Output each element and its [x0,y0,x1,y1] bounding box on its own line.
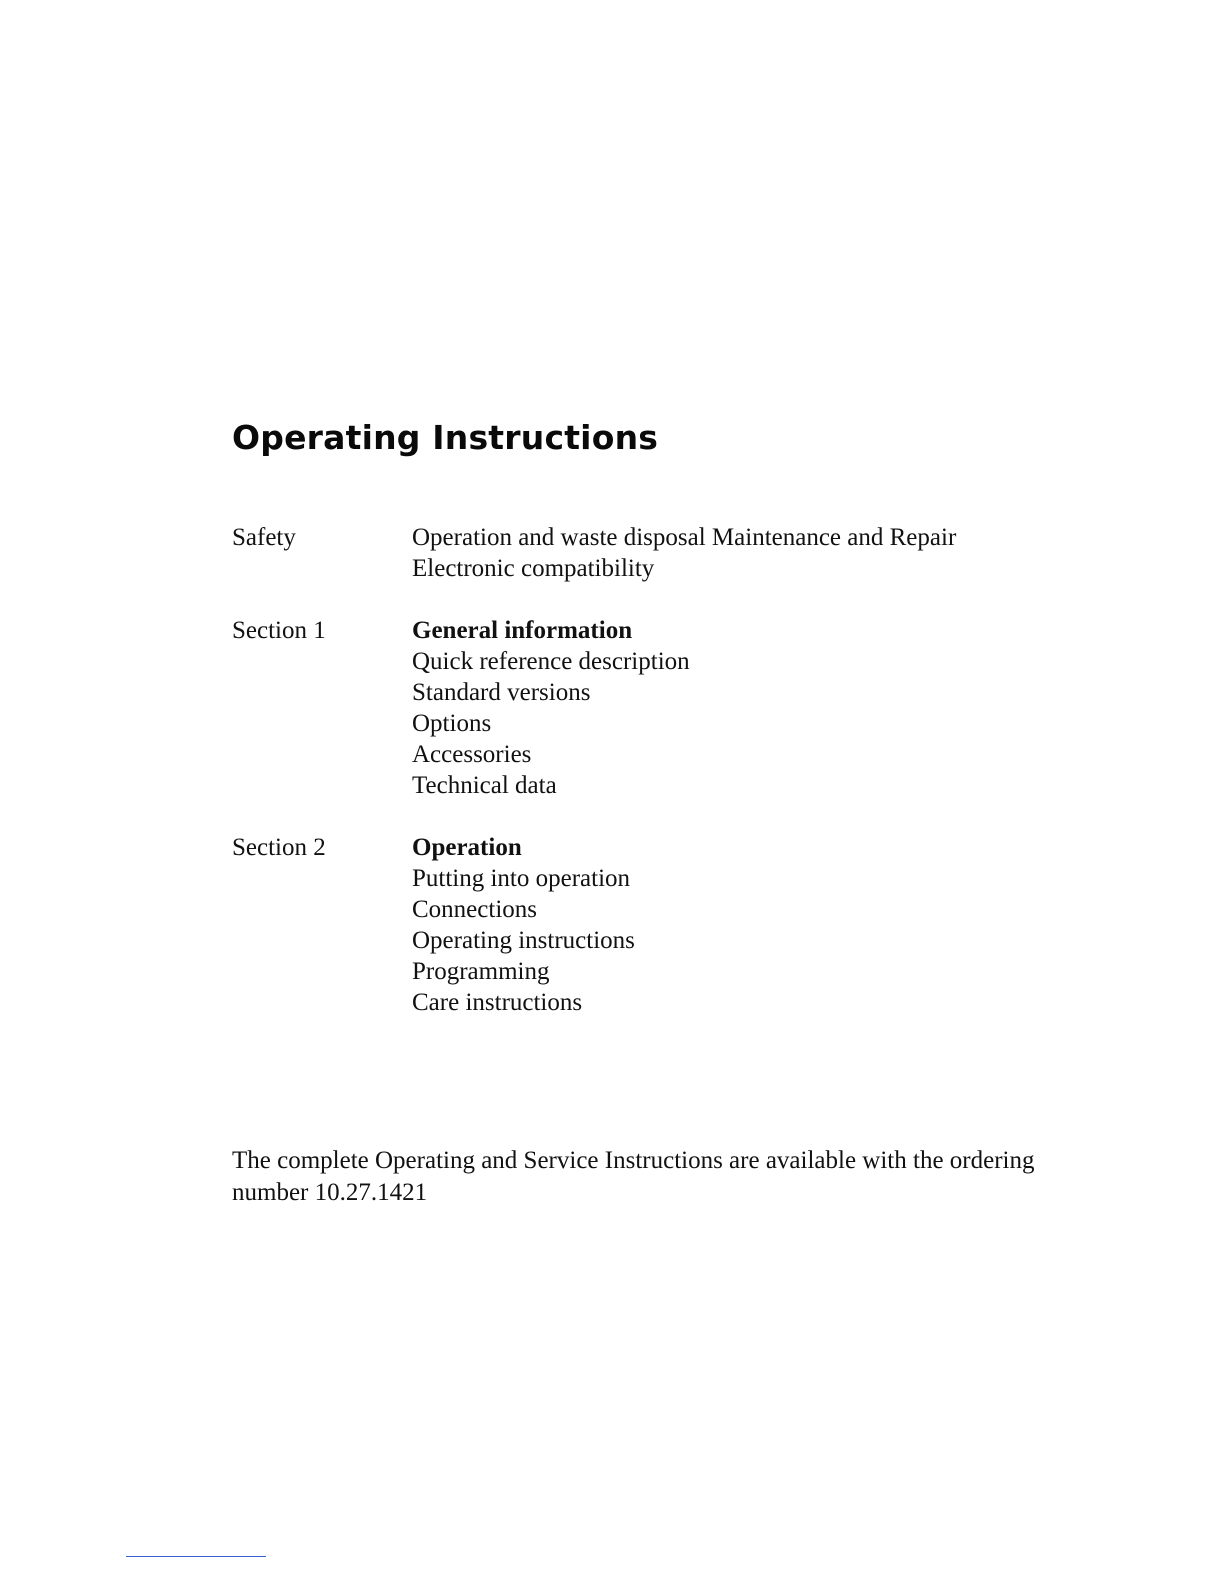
safety-topics: Operation and waste disposal Maintenance and Repair Electronic compatibility [412,524,957,582]
toc-group-section-1 [232,615,1052,801]
section-2-heading: Operation [412,834,522,861]
toc-group-safety [232,522,1052,584]
toc-item: Operating instructions [412,927,635,954]
toc-item: Connections [412,896,537,923]
ordering-note: The complete Operating and Service Instructions are available with the ordering number 10.27.1421 [232,1147,1035,1206]
toc-item: Options [412,710,492,737]
toc-item: Programming [412,958,550,985]
toc-group-section-2 [232,832,1052,1018]
page-title: Operating Instructions [232,418,659,457]
table-of-contents [232,522,1052,1049]
scan-edge-line [126,1556,266,1557]
section-1-heading: General information [412,617,633,644]
toc-item: Accessories [412,741,532,768]
toc-label-section-2: Section 2 [232,834,326,861]
toc-item: Quick reference description [412,648,690,675]
toc-label-safety: Safety [232,524,296,551]
toc-items-section-1 [412,615,1052,801]
toc-items-safety [412,522,1052,584]
toc-item: Care instructions [412,989,583,1016]
toc-label-section-1: Section 1 [232,617,326,644]
toc-item: Standard versions [412,679,591,706]
toc-item: Putting into operation [412,865,631,892]
toc-item: Technical data [412,772,557,799]
toc-items-section-2 [412,832,1052,1018]
